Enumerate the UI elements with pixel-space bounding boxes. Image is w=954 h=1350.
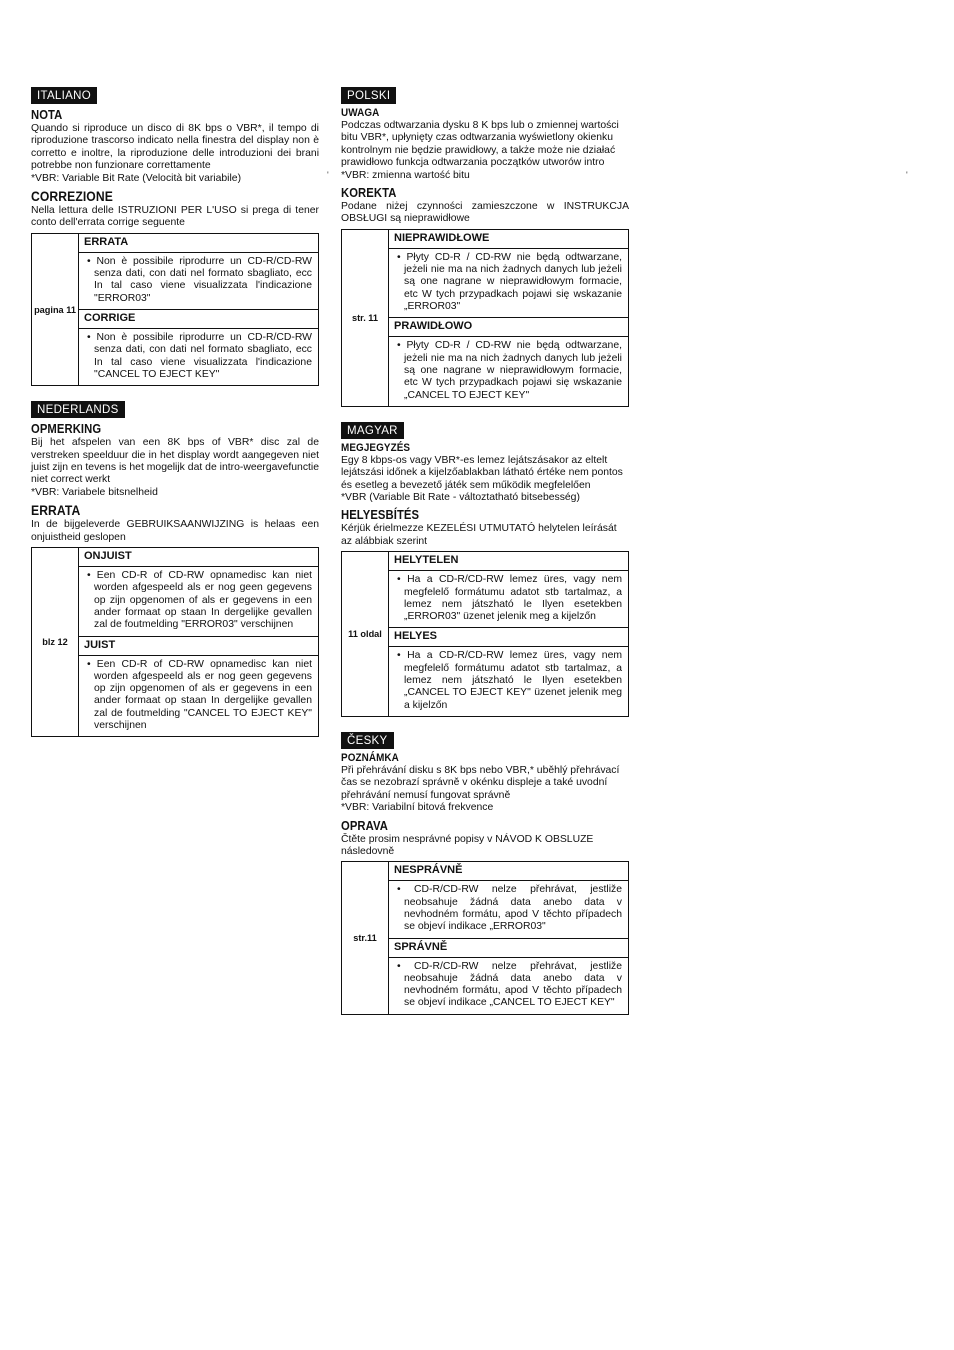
right-label: HELYES <box>389 628 629 647</box>
correction-text: In de bijgeleverde GEBRUIKSAANWIJZING is helaas een onjuistheid geslopen <box>31 519 319 543</box>
right-label: SPRÁVNĚ <box>389 938 629 957</box>
right-text: • Płyty CD-R / CD-RW nie będą odtwarzane, jeżeli nie ma na nich żadnych danych lub jeżeli są one nagrane w nieprawidłowym formacie, etc W tych przypadkach pojawi się wskazanie „CANCEL TO EJECT KEY" <box>395 340 622 401</box>
correction-heading: ERRATA <box>31 503 81 519</box>
right-label: JUIST <box>79 636 319 655</box>
section-italiano <box>31 86 319 386</box>
correction-heading: CORREZIONE <box>31 189 113 205</box>
scan-speck: ' <box>327 170 329 180</box>
page-reference: pagina 11 <box>32 233 79 385</box>
wrong-label: HELYTELEN <box>389 552 629 571</box>
errata-table <box>341 229 629 407</box>
errata-table <box>341 551 629 717</box>
section-polski <box>341 86 629 407</box>
correction-text: Čtěte prosim nesprávné popisy v NÁVOD K OBSLUZE následovně <box>341 833 594 857</box>
page-reference: blz 12 <box>32 548 79 737</box>
wrong-label: ONJUIST <box>79 548 319 567</box>
right-label: PRAWIDŁOWO <box>389 318 629 337</box>
language-badge: ČESKY <box>341 732 394 749</box>
note-text: Egy 8 kbps-os vagy VBR*-es lemez lejátszásakor az eltelt lejátszási időnek a kijelzőablakban látható értéke nem pontos és esetleg a bevezető játék sem működik megfelelően <box>341 454 623 491</box>
errata-table <box>341 861 629 1014</box>
right-text: • Een CD-R of CD-RW opnamedisc kan niet worden afgespeeld als er nog geen gegevens op zijn opgenomen of als er gegevens in een ander formaat op staan In dergelijke gevallen zal de foutmelding "CANCEL TO EJECT KEY" verschijnen <box>85 659 312 733</box>
correction-heading: HELYESBÍTÉS <box>341 508 420 523</box>
vbr-footnote: *VBR: zmienna wartość bitu <box>341 169 470 181</box>
right-text: • Ha a CD-R/CD-RW lemez üres, vagy nem megfelelő formátumu adatot stb tartalmaz, a lemez nem játszható le Ilyen esetekben „CANCEL TO EJECT KEY" üzenet jelenik meg a kijelzőn <box>395 650 622 711</box>
vbr-footnote: *VBR: Variabele bitsnelheid <box>31 486 158 498</box>
vbr-footnote: *VBR (Variable Bit Rate - változtatható bitsebesség) <box>341 492 580 504</box>
wrong-text: • Een CD-R of CD-RW opnamedisc kan niet worden afgespeeld als er nog geen gegevens op zijn opgenomen of als er gegevens in een ander formaat op staan In dergelijke gevallen zal de foutmelding "ERROR03" verschijnen <box>85 570 312 631</box>
correction-heading: KOREKTA <box>341 186 397 201</box>
scan-speck: ' <box>906 170 908 180</box>
note-heading: MEGJEGYZÉS <box>341 441 411 454</box>
errata-table <box>31 233 319 386</box>
errata-table <box>31 547 319 737</box>
section-magyar <box>341 421 629 717</box>
note-heading: UWAGA <box>341 107 380 119</box>
left-column <box>31 86 319 751</box>
page-reference: 11 oldal <box>342 552 389 717</box>
wrong-label: ERRATA <box>79 233 319 252</box>
correction-text: Podane niżej czynności zamieszczone w INSTRUKCJA OBSŁUGI są nieprawidłowe <box>341 201 629 225</box>
language-badge: NEDERLANDS <box>31 401 125 418</box>
vbr-footnote: *VBR: Variabilní bitová frekvence <box>341 802 494 814</box>
wrong-label: NIEPRAWIDŁOWE <box>389 229 629 248</box>
page-reference: str. 11 <box>342 229 389 406</box>
wrong-text: • Płyty CD-R / CD-RW nie będą odtwarzane, jeżeli nie ma na nich żadnych danych lub jeżeli są one nagrane w nieprawidłowym formacie, etc W tych przypadkach pojawi się wskazanie „ERROR03" <box>395 252 622 313</box>
correction-text: Kérjük érielmezze KEZELÉSI UTMUTATÓ helytelen leírását az alábbiak szerint <box>341 523 617 547</box>
correction-text: Nella lettura delle ISTRUZIONI PER L'USO si prega di tener conto dell'errata corrige seguente <box>31 205 319 229</box>
language-badge: ITALIANO <box>31 87 97 104</box>
note-text: Bij het afspelen van een 8K bps of VBR* disc zal de verstreken speelduur die in het display wordt aangegeven niet juist zijn en tevens is het mogelijk dat de intro-weergavefunctie niet correct werkt <box>31 437 319 486</box>
right-text: • Non è possibile riprodurre un CD-R/CD-RW senza dati, con dati nel formato sbagliato, ecc In tal caso viene visualizzata l'indicazione "CANCEL TO EJECT KEY" <box>85 332 312 381</box>
section-cesky <box>341 731 629 1015</box>
section-nederlands <box>31 400 319 737</box>
right-column <box>341 86 629 1029</box>
wrong-text: • Non è possibile riprodurre un CD-R/CD-RW senza dati, con dati nel formato sbagliato, ecc In tal caso viene visualizzata l'indicazione "ERROR03" <box>85 256 312 305</box>
correction-heading: OPRAVA <box>341 818 389 833</box>
page-reference: str.11 <box>342 862 389 1014</box>
note-text: Při přehrávání disku s 8K bps nebo VBR,* uběhlý přehrávací čas se nezobrazí správně v okénku displeje a také uvodní přehrávání nemusí fungovat správně <box>341 764 620 801</box>
language-badge: MAGYAR <box>341 422 404 439</box>
wrong-text: • Ha a CD-R/CD-RW lemez üres, vagy nem megfelelő formátumu adatot stb tartalmaz, a lemez nem játszható le Ilyen esetekben „ERROR03" üzenet jelenik meg a kijelzőn <box>395 574 622 623</box>
wrong-text: • CD-R/CD-RW nelze přehrávat, jestliže neobsahuje žádná data anebo data v nevhodném formátu, apod V těchto případech se objeví indikace „ERROR03" <box>395 884 622 933</box>
wrong-label: NESPRÁVNĚ <box>389 862 629 881</box>
right-text: • CD-R/CD-RW nelze přehrávat, jestliže neobsahuje žádná data anebo data v nevhodném formátu, apod V těchto případech se objeví indikace „CANCEL TO EJECT KEY" <box>395 961 622 1010</box>
note-text: Quando si riproduce un disco di 8K bps o VBR*, il tempo di riproduzione trascorso indicato nella finestra del display non è corretto e inoltre, la riproduzione delle introduzioni dei brani potrebbe non funzionare correttamente <box>31 123 319 172</box>
note-heading: POZNÁMKA <box>341 751 399 764</box>
language-badge: POLSKI <box>341 87 396 104</box>
right-label: CORRIGE <box>79 310 319 329</box>
note-heading: OPMERKING <box>31 422 102 437</box>
note-heading: NOTA <box>31 108 63 122</box>
vbr-footnote: *VBR: Variable Bit Rate (Velocità bit variabile) <box>31 172 242 184</box>
note-text: Podczas odtwarzania dysku 8 K bps lub o zmiennej wartości bitu VBR*, upłynięty czas odtwarzania wyświetlony okienku kontrolnym nie będzie prawidłowy, a także może nie działać prawidłowo funkcja odtwarzania początków utworów intro <box>341 120 619 169</box>
